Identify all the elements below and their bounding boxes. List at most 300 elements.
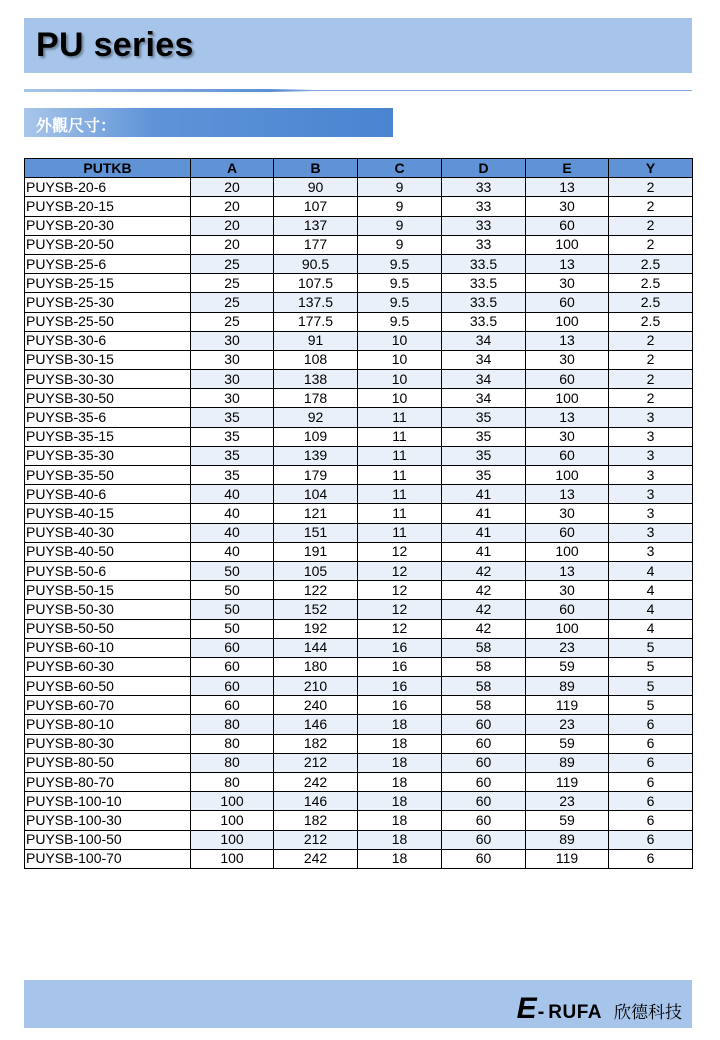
model-cell: PUYSB-100-30 (25, 811, 191, 830)
dimension-cell-a: 35 (191, 466, 274, 485)
dimension-cell-y: 2 (609, 389, 693, 408)
dimension-cell-b: 109 (274, 427, 358, 446)
dimension-cell-e: 30 (526, 504, 609, 523)
model-cell: PUYSB-100-70 (25, 849, 191, 868)
dimension-cell-y: 3 (609, 485, 693, 504)
brand-logo-e: E (516, 992, 536, 1025)
dimension-cell-y: 5 (609, 638, 693, 657)
dimension-cell-d: 58 (442, 677, 526, 696)
dimension-cell-y: 5 (609, 696, 693, 715)
header-divider-accent (24, 89, 314, 92)
footer-band (24, 980, 692, 1028)
model-cell: PUYSB-80-50 (25, 753, 191, 772)
model-cell: PUYSB-60-70 (25, 696, 191, 715)
dimension-cell-b: 179 (274, 466, 358, 485)
table-row (25, 331, 693, 350)
dimension-cell-e: 23 (526, 638, 609, 657)
dimension-cell-a: 25 (191, 254, 274, 273)
table-row (25, 657, 693, 676)
dimension-cell-y: 4 (609, 581, 693, 600)
table-row (25, 485, 693, 504)
dimension-cell-b: 107.5 (274, 274, 358, 293)
dimension-cell-c: 12 (358, 542, 442, 561)
dimension-cell-y: 2.5 (609, 312, 693, 331)
dimension-cell-b: 108 (274, 350, 358, 369)
dimension-cell-d: 33.5 (442, 274, 526, 293)
model-cell: PUYSB-100-10 (25, 792, 191, 811)
dimension-cell-b: 137.5 (274, 293, 358, 312)
table-row (25, 293, 693, 312)
model-cell: PUYSB-50-15 (25, 581, 191, 600)
dimension-cell-c: 16 (358, 638, 442, 657)
dimension-cell-b: 210 (274, 677, 358, 696)
model-cell: PUYSB-35-15 (25, 427, 191, 446)
dimension-cell-a: 25 (191, 312, 274, 331)
table-header-row (25, 159, 693, 178)
dimension-cell-b: 212 (274, 753, 358, 772)
model-cell: PUYSB-20-6 (25, 178, 191, 197)
dimension-cell-e: 30 (526, 581, 609, 600)
dimension-cell-e: 89 (526, 677, 609, 696)
model-cell: PUYSB-30-30 (25, 370, 191, 389)
dimension-cell-y: 6 (609, 830, 693, 849)
dimension-cell-c: 18 (358, 830, 442, 849)
dimension-cell-e: 13 (526, 331, 609, 350)
dimension-cell-e: 100 (526, 542, 609, 561)
dimension-cell-d: 34 (442, 350, 526, 369)
dimension-cell-d: 33.5 (442, 312, 526, 331)
model-cell: PUYSB-35-30 (25, 446, 191, 465)
dimension-cell-b: 152 (274, 600, 358, 619)
dimension-cell-c: 18 (358, 849, 442, 868)
dimension-cell-y: 3 (609, 542, 693, 561)
table-row (25, 197, 693, 216)
dimension-cell-e: 100 (526, 466, 609, 485)
dimension-cell-a: 35 (191, 446, 274, 465)
model-cell: PUYSB-40-15 (25, 504, 191, 523)
column-header-putkb: PUTKB (25, 159, 191, 178)
dimension-cell-y: 6 (609, 792, 693, 811)
dimension-cell-b: 178 (274, 389, 358, 408)
dimension-cell-y: 3 (609, 466, 693, 485)
dimension-cell-b: 90.5 (274, 254, 358, 273)
dimension-cell-e: 13 (526, 485, 609, 504)
dimension-cell-c: 9 (358, 216, 442, 235)
dimension-cell-d: 41 (442, 542, 526, 561)
dimension-cell-e: 23 (526, 715, 609, 734)
dimension-cell-y: 2 (609, 197, 693, 216)
dimension-cell-b: 177 (274, 235, 358, 254)
table-row (25, 792, 693, 811)
dimension-cell-b: 90 (274, 178, 358, 197)
section-label-bar (24, 108, 393, 137)
brand-logo-dash: - (537, 1001, 545, 1023)
dimension-cell-y: 3 (609, 427, 693, 446)
dimension-cell-c: 18 (358, 753, 442, 772)
dimension-cell-d: 33 (442, 216, 526, 235)
column-header-b: B (274, 159, 358, 178)
model-cell: PUYSB-50-30 (25, 600, 191, 619)
dimension-cell-e: 100 (526, 235, 609, 254)
brand-chinese-name: 欣德科技 (614, 1003, 682, 1023)
dimension-cell-e: 30 (526, 350, 609, 369)
dimension-cell-c: 18 (358, 715, 442, 734)
model-cell: PUYSB-80-70 (25, 773, 191, 792)
table-row (25, 677, 693, 696)
model-cell: PUYSB-20-30 (25, 216, 191, 235)
dimension-cell-c: 18 (358, 792, 442, 811)
dimension-cell-d: 60 (442, 830, 526, 849)
dimension-cell-a: 50 (191, 561, 274, 580)
model-cell: PUYSB-25-50 (25, 312, 191, 331)
dimension-cell-e: 13 (526, 254, 609, 273)
table-row (25, 734, 693, 753)
dimension-cell-e: 119 (526, 849, 609, 868)
dimension-cell-b: 139 (274, 446, 358, 465)
dimension-cell-c: 16 (358, 696, 442, 715)
dimension-cell-d: 60 (442, 792, 526, 811)
dimension-cell-b: 144 (274, 638, 358, 657)
dimension-cell-y: 2 (609, 370, 693, 389)
dimension-cell-e: 60 (526, 370, 609, 389)
dimension-cell-e: 59 (526, 734, 609, 753)
dimension-cell-d: 42 (442, 581, 526, 600)
model-cell: PUYSB-50-50 (25, 619, 191, 638)
dimension-cell-c: 12 (358, 619, 442, 638)
brand-logo (517, 992, 682, 1026)
dimension-cell-c: 18 (358, 773, 442, 792)
model-cell: PUYSB-60-50 (25, 677, 191, 696)
dimension-cell-a: 35 (191, 408, 274, 427)
table-row (25, 446, 693, 465)
dimension-cell-d: 60 (442, 773, 526, 792)
dimension-cell-a: 20 (191, 235, 274, 254)
dimension-cell-d: 58 (442, 638, 526, 657)
table-row (25, 254, 693, 273)
model-cell: PUYSB-30-50 (25, 389, 191, 408)
dimension-cell-b: 92 (274, 408, 358, 427)
dimension-cell-y: 5 (609, 657, 693, 676)
table-row (25, 235, 693, 254)
dimension-cell-c: 9 (358, 235, 442, 254)
dimension-cell-c: 12 (358, 600, 442, 619)
dimension-cell-e: 100 (526, 389, 609, 408)
dimension-cell-e: 100 (526, 619, 609, 638)
dimension-cell-c: 11 (358, 427, 442, 446)
dimension-cell-a: 30 (191, 389, 274, 408)
table-row (25, 600, 693, 619)
dimension-cell-y: 2 (609, 216, 693, 235)
dimension-cell-b: 182 (274, 811, 358, 830)
dimension-cell-d: 41 (442, 504, 526, 523)
dimension-cell-c: 11 (358, 408, 442, 427)
dimension-cell-e: 60 (526, 293, 609, 312)
dimension-cell-e: 59 (526, 657, 609, 676)
dimension-cell-y: 2.5 (609, 293, 693, 312)
model-cell: PUYSB-60-30 (25, 657, 191, 676)
table-body (25, 178, 693, 869)
dimension-cell-d: 58 (442, 657, 526, 676)
column-header-c: C (358, 159, 442, 178)
dimension-cell-a: 80 (191, 753, 274, 772)
dimension-cell-d: 60 (442, 734, 526, 753)
model-cell: PUYSB-50-6 (25, 561, 191, 580)
dimension-cell-y: 2.5 (609, 254, 693, 273)
dimension-cell-a: 60 (191, 677, 274, 696)
model-cell: PUYSB-40-30 (25, 523, 191, 542)
dimension-cell-e: 30 (526, 274, 609, 293)
dimension-cell-a: 30 (191, 331, 274, 350)
dimension-cell-e: 13 (526, 408, 609, 427)
model-cell: PUYSB-20-50 (25, 235, 191, 254)
dimension-cell-b: 192 (274, 619, 358, 638)
model-cell: PUYSB-60-10 (25, 638, 191, 657)
dimension-cell-c: 12 (358, 561, 442, 580)
dimension-cell-d: 33 (442, 178, 526, 197)
dimension-cell-c: 11 (358, 466, 442, 485)
dimension-cell-a: 50 (191, 600, 274, 619)
dimension-cell-y: 2 (609, 331, 693, 350)
dimension-cell-e: 60 (526, 446, 609, 465)
table-row (25, 849, 693, 868)
dimension-cell-a: 20 (191, 216, 274, 235)
dimension-cell-b: 182 (274, 734, 358, 753)
dimension-cell-a: 50 (191, 581, 274, 600)
dimension-cell-y: 6 (609, 753, 693, 772)
dimension-cell-b: 146 (274, 715, 358, 734)
dimension-cell-y: 3 (609, 504, 693, 523)
dimension-cell-a: 25 (191, 293, 274, 312)
dimension-cell-e: 60 (526, 600, 609, 619)
dimension-cell-a: 25 (191, 274, 274, 293)
dimension-cell-c: 11 (358, 523, 442, 542)
dimension-cell-b: 104 (274, 485, 358, 504)
model-cell: PUYSB-35-6 (25, 408, 191, 427)
model-cell: PUYSB-25-6 (25, 254, 191, 273)
dimension-cell-b: 107 (274, 197, 358, 216)
dimension-cell-d: 33.5 (442, 254, 526, 273)
dimension-cell-d: 33 (442, 235, 526, 254)
header-band (24, 18, 692, 73)
dimension-cell-y: 3 (609, 523, 693, 542)
model-cell: PUYSB-25-15 (25, 274, 191, 293)
dimension-cell-d: 41 (442, 485, 526, 504)
dimension-cell-b: 242 (274, 773, 358, 792)
dimension-cell-b: 122 (274, 581, 358, 600)
model-cell: PUYSB-80-10 (25, 715, 191, 734)
dimension-cell-d: 42 (442, 561, 526, 580)
table-row (25, 638, 693, 657)
dimension-cell-b: 121 (274, 504, 358, 523)
dimension-cell-d: 60 (442, 811, 526, 830)
column-header-a: A (191, 159, 274, 178)
dimension-cell-e: 119 (526, 773, 609, 792)
dimension-cell-d: 35 (442, 427, 526, 446)
column-header-y: Y (609, 159, 693, 178)
dimension-cell-c: 9.5 (358, 254, 442, 273)
dimension-cell-d: 58 (442, 696, 526, 715)
dimension-cell-a: 30 (191, 350, 274, 369)
dimension-cell-y: 2.5 (609, 274, 693, 293)
dimension-cell-e: 59 (526, 811, 609, 830)
dimension-cell-e: 89 (526, 753, 609, 772)
dimension-cell-b: 138 (274, 370, 358, 389)
dimension-cell-y: 3 (609, 446, 693, 465)
dimension-cell-y: 4 (609, 561, 693, 580)
table-row (25, 811, 693, 830)
table-row (25, 370, 693, 389)
dimension-cell-y: 3 (609, 408, 693, 427)
model-cell: PUYSB-30-15 (25, 350, 191, 369)
dimension-cell-d: 35 (442, 446, 526, 465)
dimension-cell-c: 16 (358, 657, 442, 676)
table-row (25, 389, 693, 408)
dimension-cell-a: 100 (191, 849, 274, 868)
dimension-cell-d: 60 (442, 753, 526, 772)
dimension-cell-b: 137 (274, 216, 358, 235)
dimension-cell-b: 146 (274, 792, 358, 811)
dimension-cell-y: 4 (609, 600, 693, 619)
dimension-cell-a: 40 (191, 542, 274, 561)
dimension-cell-c: 11 (358, 504, 442, 523)
model-cell: PUYSB-20-15 (25, 197, 191, 216)
dimension-cell-c: 12 (358, 581, 442, 600)
dimension-cell-b: 177.5 (274, 312, 358, 331)
dimension-cell-c: 10 (358, 370, 442, 389)
model-cell: PUYSB-40-6 (25, 485, 191, 504)
dimension-cell-e: 30 (526, 427, 609, 446)
dimension-cell-y: 6 (609, 811, 693, 830)
table-row (25, 427, 693, 446)
page-title: PU series (36, 26, 194, 64)
dimension-cell-y: 2 (609, 235, 693, 254)
dimension-cell-c: 9.5 (358, 293, 442, 312)
dimension-cell-a: 20 (191, 197, 274, 216)
dimensions-table (24, 158, 693, 869)
table-row (25, 561, 693, 580)
dimension-cell-b: 91 (274, 331, 358, 350)
dimension-cell-e: 60 (526, 523, 609, 542)
dimension-cell-d: 60 (442, 849, 526, 868)
dimension-cell-a: 80 (191, 715, 274, 734)
dimension-cell-c: 18 (358, 734, 442, 753)
dimension-cell-y: 6 (609, 734, 693, 753)
dimension-cell-d: 41 (442, 523, 526, 542)
dimension-cell-c: 9.5 (358, 274, 442, 293)
dimension-cell-d: 34 (442, 389, 526, 408)
table-row (25, 504, 693, 523)
dimension-cell-c: 16 (358, 677, 442, 696)
dimension-cell-b: 240 (274, 696, 358, 715)
dimension-cell-d: 34 (442, 370, 526, 389)
dimension-cell-a: 100 (191, 792, 274, 811)
dimension-cell-y: 6 (609, 715, 693, 734)
dimension-cell-a: 40 (191, 504, 274, 523)
dimension-cell-c: 9 (358, 197, 442, 216)
table-row (25, 619, 693, 638)
dimension-cell-d: 35 (442, 466, 526, 485)
dimension-cell-b: 151 (274, 523, 358, 542)
dimension-cell-a: 60 (191, 657, 274, 676)
table-row (25, 178, 693, 197)
dimension-cell-a: 100 (191, 811, 274, 830)
dimension-cell-a: 20 (191, 178, 274, 197)
table-row (25, 696, 693, 715)
dimension-cell-a: 50 (191, 619, 274, 638)
dimension-cell-e: 23 (526, 792, 609, 811)
dimension-cell-y: 6 (609, 773, 693, 792)
dimension-cell-c: 10 (358, 389, 442, 408)
table-row (25, 830, 693, 849)
dimension-cell-d: 33 (442, 197, 526, 216)
dimension-cell-y: 2 (609, 350, 693, 369)
dimension-cell-b: 180 (274, 657, 358, 676)
table-row (25, 753, 693, 772)
dimension-cell-e: 13 (526, 178, 609, 197)
dimension-cell-c: 10 (358, 350, 442, 369)
dimension-cell-e: 60 (526, 216, 609, 235)
table-row (25, 773, 693, 792)
dimension-cell-e: 89 (526, 830, 609, 849)
model-cell: PUYSB-35-50 (25, 466, 191, 485)
dimension-cell-e: 100 (526, 312, 609, 331)
dimension-cell-d: 33.5 (442, 293, 526, 312)
dimension-cell-a: 30 (191, 370, 274, 389)
dimension-cell-a: 40 (191, 485, 274, 504)
dimension-cell-d: 42 (442, 619, 526, 638)
table-row (25, 523, 693, 542)
dimension-cell-b: 212 (274, 830, 358, 849)
dimension-cell-b: 191 (274, 542, 358, 561)
dimension-cell-b: 242 (274, 849, 358, 868)
dimension-cell-d: 34 (442, 331, 526, 350)
dimension-cell-a: 60 (191, 638, 274, 657)
dimension-cell-b: 105 (274, 561, 358, 580)
dimension-cell-a: 35 (191, 427, 274, 446)
brand-logo-name: RUFA (548, 1002, 602, 1023)
section-label: 外觀尺寸： (36, 116, 117, 135)
dimension-cell-e: 119 (526, 696, 609, 715)
dimension-cell-a: 80 (191, 734, 274, 753)
dimension-cell-a: 100 (191, 830, 274, 849)
dimension-cell-e: 30 (526, 197, 609, 216)
dimension-cell-d: 60 (442, 715, 526, 734)
table-row (25, 350, 693, 369)
dimension-cell-a: 80 (191, 773, 274, 792)
dimension-cell-c: 9 (358, 178, 442, 197)
model-cell: PUYSB-30-6 (25, 331, 191, 350)
column-header-d: D (442, 159, 526, 178)
dimension-cell-y: 4 (609, 619, 693, 638)
table-row (25, 581, 693, 600)
dimension-cell-c: 11 (358, 446, 442, 465)
dimension-cell-y: 5 (609, 677, 693, 696)
dimension-cell-c: 10 (358, 331, 442, 350)
table-row (25, 542, 693, 561)
table-row (25, 216, 693, 235)
model-cell: PUYSB-25-30 (25, 293, 191, 312)
dimension-cell-a: 60 (191, 696, 274, 715)
dimension-cell-e: 13 (526, 561, 609, 580)
dimension-cell-c: 9.5 (358, 312, 442, 331)
table-row (25, 408, 693, 427)
dimension-cell-d: 35 (442, 408, 526, 427)
dimension-cell-y: 2 (609, 178, 693, 197)
model-cell: PUYSB-40-50 (25, 542, 191, 561)
model-cell: PUYSB-80-30 (25, 734, 191, 753)
model-cell: PUYSB-100-50 (25, 830, 191, 849)
table-row (25, 466, 693, 485)
